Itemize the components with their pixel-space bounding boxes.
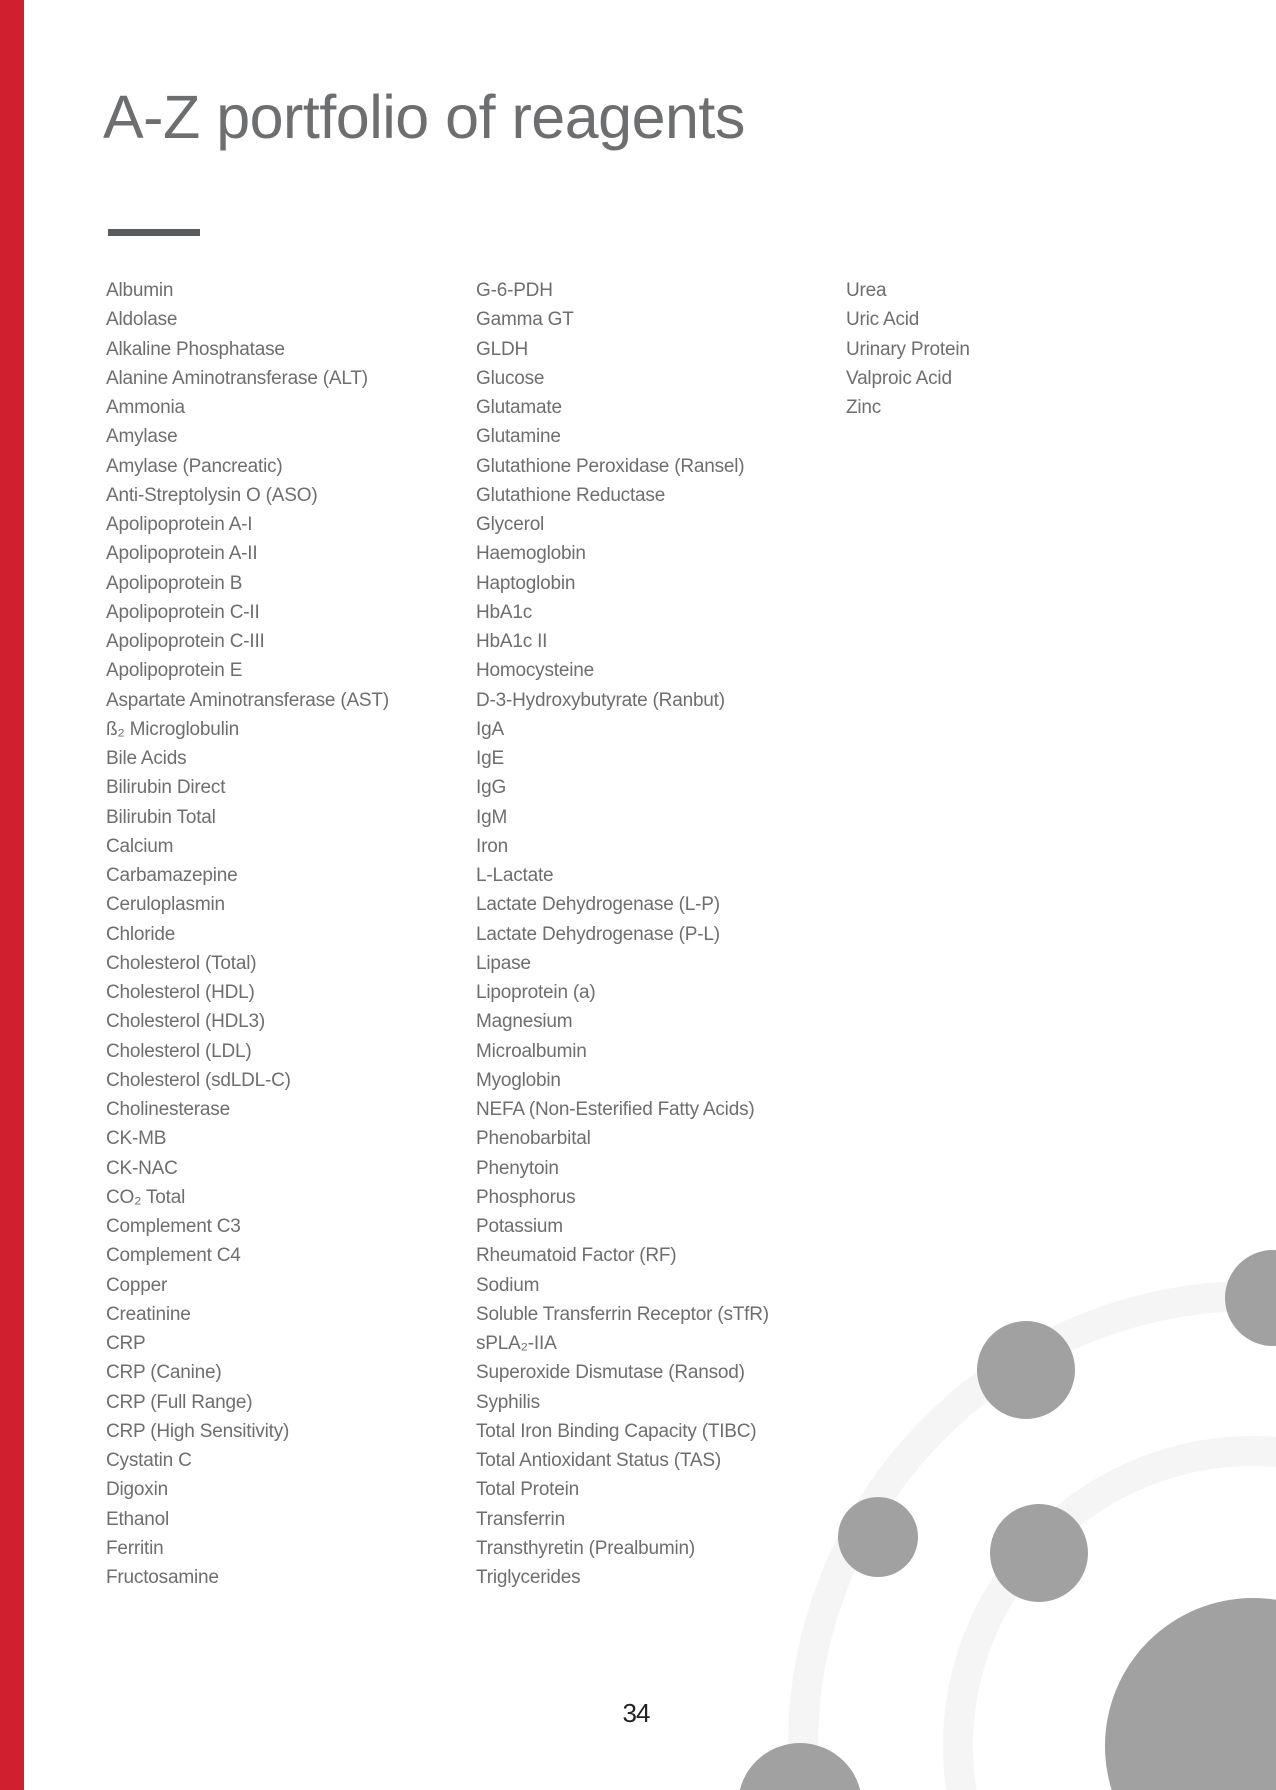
- reagent-item: Fructosamine: [106, 1567, 219, 1588]
- reagent-item: Zinc: [846, 397, 882, 418]
- reagent-item: Transthyretin (Prealbumin): [476, 1537, 696, 1559]
- reagent-item: Complement C3: [106, 1216, 241, 1237]
- reagent-item: Cholinesterase: [106, 1099, 230, 1120]
- title-underline-rule: [108, 229, 200, 236]
- decorative-circle: [738, 1743, 862, 1790]
- reagent-item: Aldolase: [106, 309, 178, 331]
- reagent-item: GLDH: [476, 338, 528, 360]
- reagent-item: Apolipoprotein A-II: [106, 543, 258, 565]
- reagent-item: Apolipoprotein B: [106, 572, 243, 594]
- reagent-item: Cholesterol (HDL): [106, 982, 255, 1003]
- reagent-item: Superoxide Dismutase (Ransod): [476, 1362, 745, 1384]
- reagent-item: Iron: [476, 835, 508, 857]
- reagent-item: HbA1c II: [476, 631, 548, 652]
- decorative-ring-inner: [943, 1436, 1276, 1790]
- reagent-item: sPLA₂-IIA: [476, 1333, 557, 1354]
- reagent-item: Ammonia: [106, 397, 185, 418]
- left-accent-bar: [0, 0, 24, 1790]
- reagent-item: CRP (Canine): [106, 1362, 222, 1384]
- reagent-item: Total Protein: [476, 1479, 580, 1501]
- reagent-item: Total Antioxidant Status (TAS): [476, 1450, 721, 1471]
- reagent-item: D-3-Hydroxybutyrate (Ranbut): [476, 689, 725, 711]
- reagent-item: Rheumatoid Factor (RF): [476, 1245, 677, 1267]
- reagent-item: Apolipoprotein A-I: [106, 514, 253, 535]
- reagent-item: Cystatin C: [106, 1450, 192, 1471]
- reagent-item: Valproic Acid: [846, 367, 952, 389]
- reagent-item: Cholesterol (LDL): [106, 1040, 252, 1062]
- reagent-item: Bilirubin Direct: [106, 777, 226, 799]
- reagent-item: IgA: [476, 718, 504, 740]
- decorative-circle: [990, 1504, 1088, 1602]
- reagent-item: Gamma GT: [476, 309, 574, 331]
- reagent-item: IgE: [476, 748, 504, 769]
- reagent-item: Phenytoin: [476, 1157, 559, 1179]
- reagent-item: Bilirubin Total: [106, 806, 216, 828]
- reagent-item: Ferritin: [106, 1537, 164, 1559]
- reagent-item: Creatinine: [106, 1303, 191, 1325]
- reagent-item: ß₂ Microglobulin: [106, 718, 240, 740]
- reagent-item: Cholesterol (sdLDL-C): [106, 1069, 291, 1091]
- reagent-item: Glucose: [476, 367, 545, 389]
- reagent-item: Cholesterol (Total): [106, 952, 257, 974]
- reagent-item: Ethanol: [106, 1508, 170, 1530]
- reagent-item: Albumin: [106, 280, 174, 301]
- reagent-item: Myoglobin: [476, 1069, 561, 1091]
- reagent-item: Total Iron Binding Capacity (TIBC): [476, 1420, 757, 1442]
- reagent-item: L-Lactate: [476, 865, 554, 886]
- decorative-circle: [977, 1321, 1075, 1419]
- reagent-item: NEFA (Non-Esterified Fatty Acids): [476, 1099, 755, 1120]
- page-title: A-Z portfolio of reagents: [103, 83, 745, 151]
- reagent-item: Syphilis: [476, 1391, 540, 1413]
- reagent-item: Haptoglobin: [476, 572, 576, 594]
- reagent-item: Glutathione Peroxidase (Ransel): [476, 455, 745, 477]
- reagent-item: CK-MB: [106, 1128, 167, 1150]
- reagent-item: Carbamazepine: [106, 865, 238, 886]
- reagent-column-1: [106, 276, 389, 1592]
- reagent-item: Amylase (Pancreatic): [106, 455, 283, 477]
- reagent-item: Lipase: [476, 952, 531, 974]
- reagent-item: Chloride: [106, 923, 176, 945]
- reagent-item: Triglycerides: [476, 1567, 581, 1588]
- reagent-item: Calcium: [106, 835, 174, 857]
- reagent-item: Transferrin: [476, 1508, 565, 1530]
- reagent-item: Lipoprotein (a): [476, 982, 596, 1003]
- reagent-item: Uric Acid: [846, 309, 920, 331]
- reagent-item: Alkaline Phosphatase: [106, 338, 285, 360]
- reagent-item: CK-NAC: [106, 1157, 178, 1179]
- reagent-item: Apolipoprotein C-II: [106, 601, 260, 623]
- decorative-ring-outer: [788, 1281, 1276, 1790]
- reagent-item: Urea: [846, 280, 887, 301]
- reagent-item: Bile Acids: [106, 748, 187, 769]
- reagent-item: CRP (Full Range): [106, 1391, 253, 1413]
- reagent-item: Cholesterol (HDL3): [106, 1011, 266, 1033]
- reagent-item: G-6-PDH: [476, 280, 553, 301]
- reagent-item: Apolipoprotein E: [106, 660, 243, 682]
- reagent-item: Magnesium: [476, 1011, 573, 1033]
- reagent-item: Glutamate: [476, 397, 562, 418]
- reagent-item: Lactate Dehydrogenase (P-L): [476, 923, 720, 945]
- reagent-item: Glutathione Reductase: [476, 484, 666, 506]
- reagent-item: Glycerol: [476, 514, 545, 535]
- reagent-item: Amylase: [106, 426, 178, 448]
- reagent-item: Apolipoprotein C-III: [106, 631, 265, 652]
- reagent-item: IgG: [476, 777, 507, 799]
- decorative-circle: [838, 1497, 918, 1577]
- reagent-item: Potassium: [476, 1216, 563, 1237]
- reagent-item: Phosphorus: [476, 1186, 576, 1208]
- reagent-item: Soluble Transferrin Receptor (sTfR): [476, 1303, 769, 1325]
- reagent-item: Urinary Protein: [846, 338, 970, 360]
- reagent-item: Homocysteine: [476, 660, 594, 682]
- page-number: 34: [622, 1698, 650, 1728]
- reagent-item: Anti-Streptolysin O (ASO): [106, 484, 318, 506]
- reagent-item: HbA1c: [476, 601, 533, 623]
- reagent-item: Glutamine: [476, 426, 561, 448]
- reagent-item: Digoxin: [106, 1479, 168, 1501]
- reagent-item: Lactate Dehydrogenase (L-P): [476, 894, 720, 916]
- reagent-item: Alanine Aminotransferase (ALT): [106, 367, 368, 389]
- decorative-circle: [1225, 1250, 1276, 1346]
- reagent-item: Complement C4: [106, 1245, 241, 1267]
- reagent-column-3: [846, 276, 970, 422]
- reagent-item: Aspartate Aminotransferase (AST): [106, 689, 389, 711]
- reagent-column-2: [476, 276, 769, 1592]
- reagent-item: CO₂ Total: [106, 1186, 186, 1208]
- reagent-item: Sodium: [476, 1274, 540, 1296]
- reagent-item: Ceruloplasmin: [106, 894, 225, 916]
- reagent-item: CRP (High Sensitivity): [106, 1420, 290, 1442]
- reagent-item: Haemoglobin: [476, 543, 586, 565]
- reagent-item: Microalbumin: [476, 1040, 587, 1062]
- reagent-item: Phenobarbital: [476, 1128, 591, 1150]
- reagent-item: IgM: [476, 806, 508, 828]
- decorative-circle: [1105, 1598, 1276, 1790]
- reagent-item: Copper: [106, 1274, 168, 1296]
- reagent-item: CRP: [106, 1333, 146, 1354]
